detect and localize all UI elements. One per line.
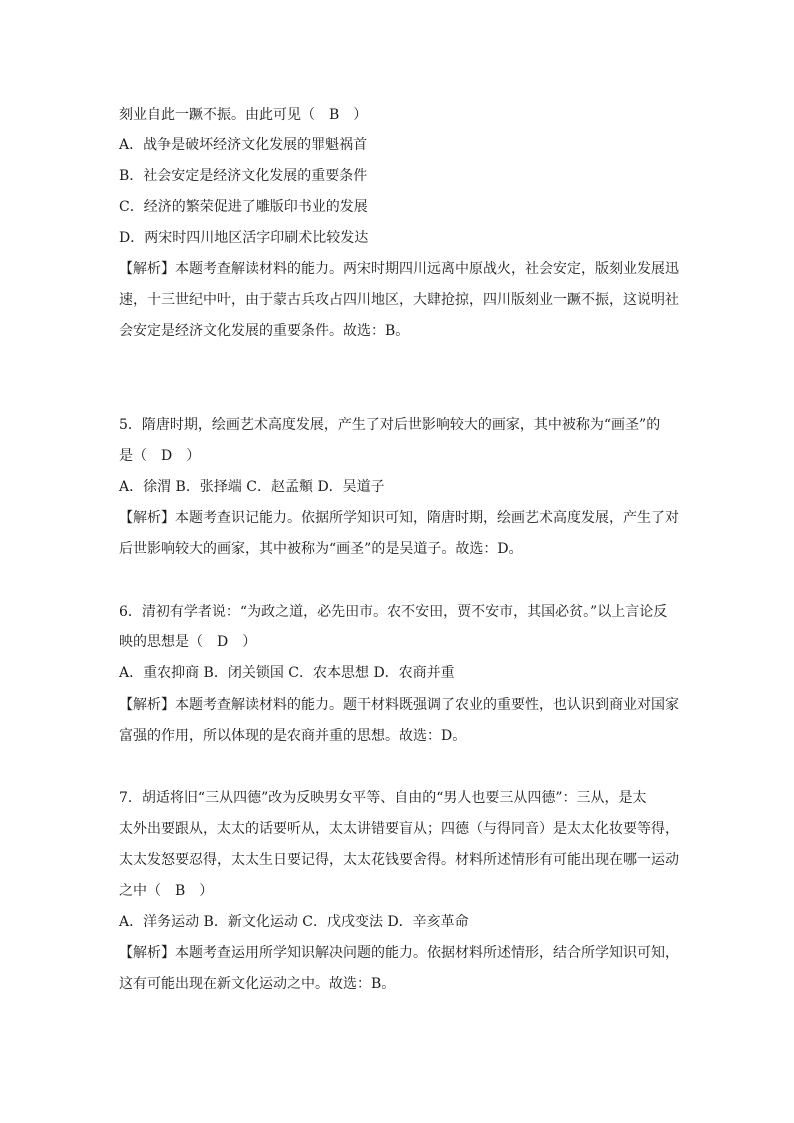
q7-stem-line: 7．胡适将旧“三从四德”改为反映男女平等、自由的“男人也要三从四德”：三从，是太 bbox=[119, 790, 647, 806]
q4-option-a: A．战争是破坏经济文化发展的罪魁祸首 bbox=[119, 137, 368, 153]
q4-analysis-line: 【解析】本题考查解读材料的能力。两宋时期四川远离中原战火，社会安定，版刻业发展迅 bbox=[119, 261, 679, 277]
q7-analysis-line: 这有可能出现在新文化运动之中。故选：B。 bbox=[119, 976, 396, 992]
q5-stem-line: 是（ D ） bbox=[119, 448, 201, 464]
q6-analysis-line: 【解析】本题考查解读材料的能力。题干材料既强调了农业的重要性，也认识到商业对国家 bbox=[119, 697, 679, 713]
q7-analysis-line: 【解析】本题考查运用所学知识解决问题的能力。依据材料所述情形，结合所学知识可知， bbox=[119, 945, 679, 961]
q4-option-b: B．社会安定是经济文化发展的重要条件 bbox=[119, 168, 368, 184]
q4-stem-tail: 刻业自此一蹶不振。由此可见（ B ） bbox=[119, 107, 368, 123]
q6-analysis-line: 富强的作用，所以体现的是农商并重的思想。故选：D。 bbox=[119, 728, 467, 744]
q7-stem-line: 之中（ B ） bbox=[119, 883, 214, 899]
q7-stem-line: 太太发怒要忍得，太太生日要记得，太太花钱要舍得。材料所述情形有可能出现在哪一运动 bbox=[119, 852, 679, 868]
q4-analysis-line: 速，十三世纪中叶，由于蒙古兵攻占四川地区，大肆抢掠，四川版刻业一蹶不振，这说明社 bbox=[119, 292, 679, 308]
q5-stem-line: 5．隋唐时期，绘画艺术高度发展，产生了对后世影响较大的画家，其中被称为“画圣”的 bbox=[119, 417, 661, 433]
q4-analysis-line: 会安定是经济文化发展的重要条件。故选：B。 bbox=[119, 323, 410, 339]
q7-stem-line: 太外出要跟从，太太的话要听从，太太讲错要盲从；四德（与得同音）是太太化妆要等得， bbox=[119, 821, 679, 837]
q6-stem-line: 映的思想是（ D ） bbox=[119, 634, 257, 650]
q5-analysis-line: 【解析】本题考查识记能力。依据所学知识可知，隋唐时期，绘画艺术高度发展，产生了对 bbox=[119, 510, 679, 526]
q4-option-d: D．两宋时四川地区活字印刷术比较发达 bbox=[119, 230, 369, 246]
q4-option-c: C．经济的繁荣促进了雕版印书业的发展 bbox=[119, 199, 368, 215]
q7-options: A．洋务运动 B．新文化运动 C．戊戌变法 D．辛亥革命 bbox=[119, 914, 469, 930]
q5-options: A．徐渭 B．张择端 C．赵孟頫 D．吴道子 bbox=[119, 479, 385, 495]
q6-stem-line: 6．清初有学者说：“为政之道，必先田市。农不安田，贾不安市，其国必贫。”以上言论反 bbox=[119, 604, 668, 620]
q5-analysis-line: 后世影响较大的画家，其中被称为“画圣”的是吴道子。故选：D。 bbox=[119, 541, 523, 557]
q6-options: A．重农抑商 B．闭关锁国 C．农本思想 D．农商并重 bbox=[119, 665, 455, 681]
